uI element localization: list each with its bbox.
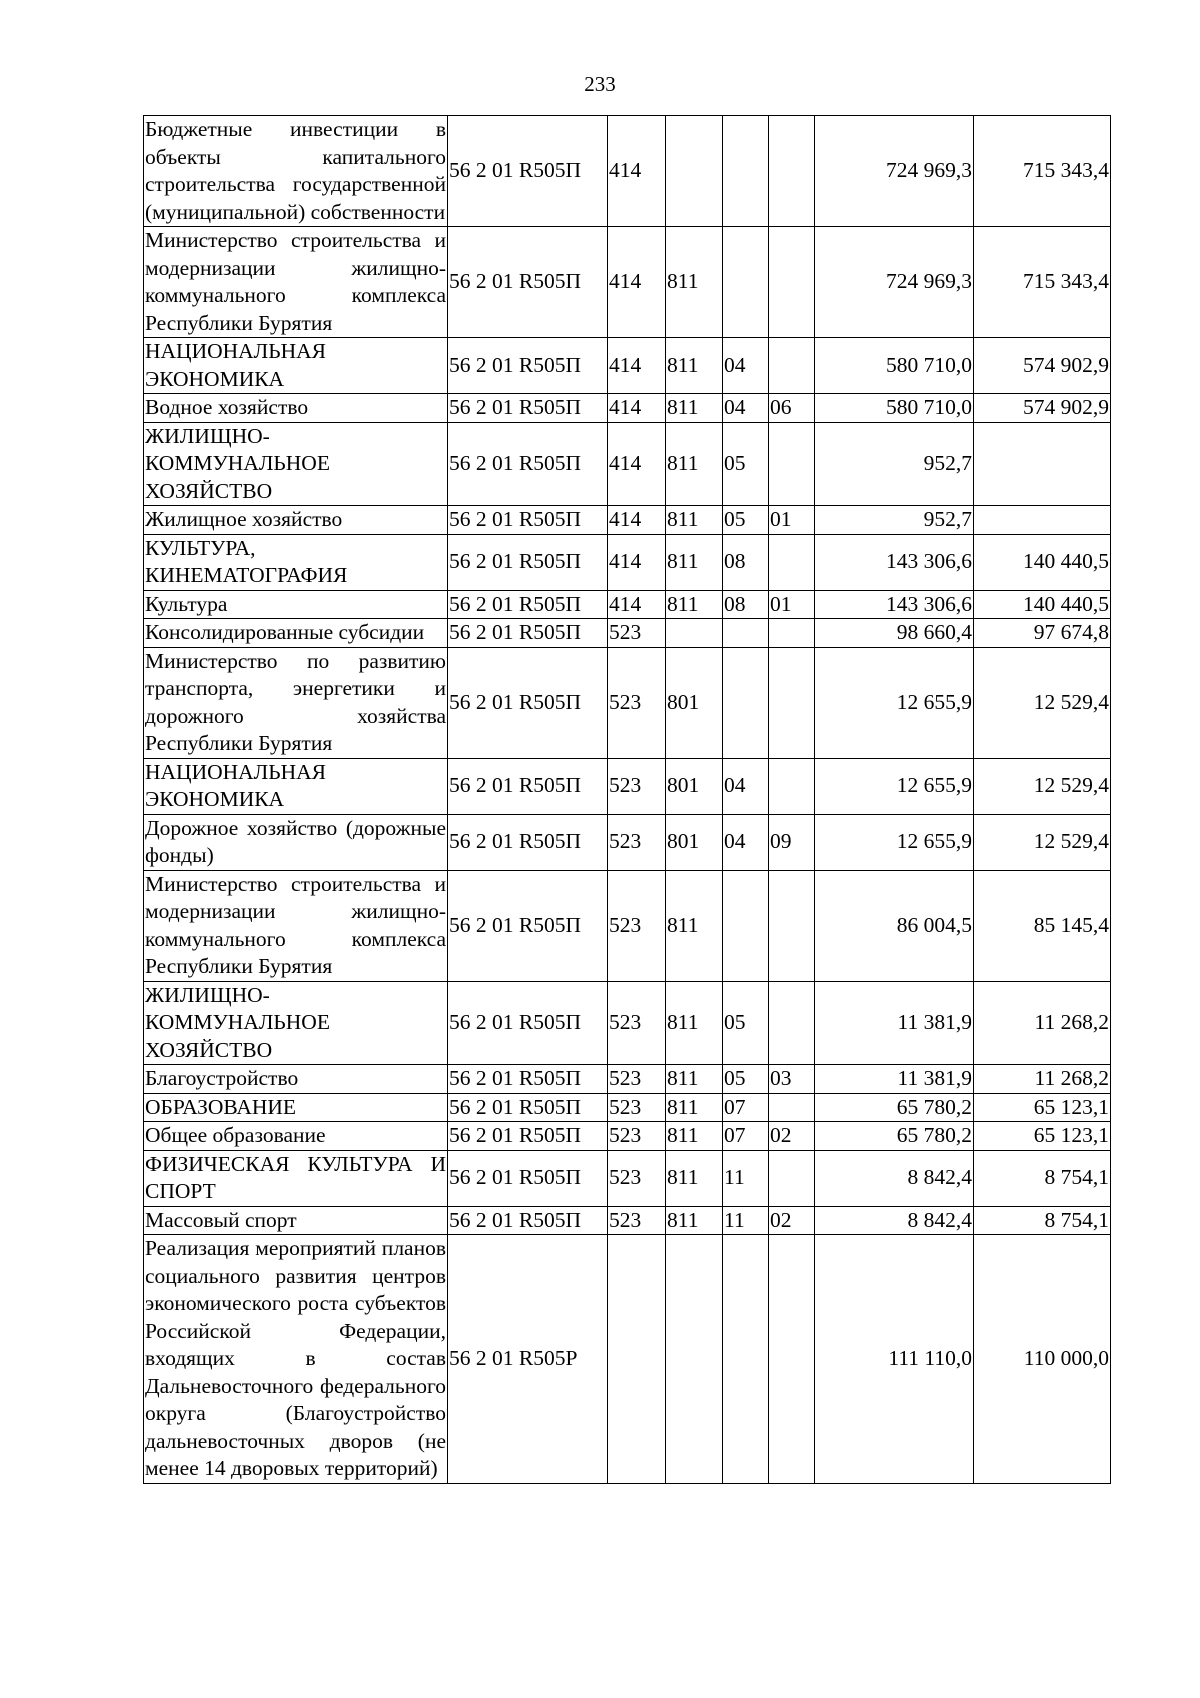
amount-year-2: 715 343,4 [974, 227, 1111, 338]
section-code [723, 116, 769, 227]
ministry-code: 811 [666, 422, 723, 506]
section-code: 05 [723, 422, 769, 506]
target-code: 56 2 01 R505П [448, 1206, 608, 1235]
amount-year-1: 65 780,2 [815, 1122, 974, 1151]
amount-year-1: 724 969,3 [815, 116, 974, 227]
amount-year-2: 140 440,5 [974, 534, 1111, 590]
amount-year-2: 65 123,1 [974, 1093, 1111, 1122]
ministry-code: 811 [666, 1206, 723, 1235]
amount-year-2: 715 343,4 [974, 116, 1111, 227]
section-code: 05 [723, 981, 769, 1065]
expense-type: 414 [608, 338, 666, 394]
ministry-code: 811 [666, 506, 723, 535]
target-code: 56 2 01 R505П [448, 1122, 608, 1151]
amount-year-1: 12 655,9 [815, 758, 974, 814]
subsection-code [769, 1150, 815, 1206]
amount-year-1: 86 004,5 [815, 870, 974, 981]
ministry-code: 811 [666, 394, 723, 423]
amount-year-2: 8 754,1 [974, 1206, 1111, 1235]
subsection-code [769, 758, 815, 814]
amount-year-2: 85 145,4 [974, 870, 1111, 981]
row-name: Бюджетные инвестиции в объекты капитального строительства государственной (муниципальной) собственности [144, 116, 448, 227]
section-code: 04 [723, 814, 769, 870]
amount-year-2: 11 268,2 [974, 981, 1111, 1065]
table-row [144, 590, 1111, 619]
section-code [723, 619, 769, 648]
ministry-code: 811 [666, 1122, 723, 1151]
section-code [723, 1235, 769, 1484]
table-row [144, 1235, 1111, 1484]
expense-type: 414 [608, 422, 666, 506]
amount-year-2 [974, 506, 1111, 535]
expense-type: 414 [608, 116, 666, 227]
target-code: 56 2 01 R505П [448, 394, 608, 423]
amount-year-1: 65 780,2 [815, 1093, 974, 1122]
row-name: Министерство строительства и модернизации жилищно-коммунального комплекса Республики Бурятия [144, 870, 448, 981]
table-row [144, 1150, 1111, 1206]
expense-type: 414 [608, 534, 666, 590]
expense-type: 523 [608, 1065, 666, 1094]
section-code: 05 [723, 1065, 769, 1094]
amount-year-1: 143 306,6 [815, 590, 974, 619]
ministry-code: 811 [666, 590, 723, 619]
section-code: 08 [723, 590, 769, 619]
expense-type: 523 [608, 1206, 666, 1235]
table-row [144, 814, 1111, 870]
target-code: 56 2 01 R505П [448, 758, 608, 814]
row-name: ЖИЛИЩНО-КОММУНАЛЬНОЕ ХОЗЯЙСТВО [144, 422, 448, 506]
subsection-code: 03 [769, 1065, 815, 1094]
subsection-code: 01 [769, 590, 815, 619]
amount-year-2: 65 123,1 [974, 1122, 1111, 1151]
subsection-code [769, 116, 815, 227]
table-row [144, 1122, 1111, 1151]
table-row [144, 506, 1111, 535]
target-code: 56 2 01 R505П [448, 338, 608, 394]
ministry-code: 811 [666, 1150, 723, 1206]
table-row [144, 870, 1111, 981]
expense-type: 523 [608, 1122, 666, 1151]
table-row [144, 394, 1111, 423]
ministry-code: 811 [666, 981, 723, 1065]
target-code: 56 2 01 R505Р [448, 1235, 608, 1484]
table-body [144, 116, 1111, 1484]
expense-type: 414 [608, 590, 666, 619]
expense-type: 414 [608, 394, 666, 423]
expense-type: 523 [608, 647, 666, 758]
target-code: 56 2 01 R505П [448, 814, 608, 870]
section-code [723, 870, 769, 981]
section-code: 04 [723, 338, 769, 394]
target-code: 56 2 01 R505П [448, 619, 608, 648]
ministry-code: 801 [666, 647, 723, 758]
row-name: Министерство по развитию транспорта, энергетики и дорожного хозяйства Республики Бурятия [144, 647, 448, 758]
section-code: 07 [723, 1093, 769, 1122]
row-name: Дорожное хозяйство (дорожные фонды) [144, 814, 448, 870]
amount-year-2: 97 674,8 [974, 619, 1111, 648]
amount-year-2: 12 529,4 [974, 758, 1111, 814]
subsection-code [769, 1093, 815, 1122]
amount-year-1: 11 381,9 [815, 981, 974, 1065]
budget-table [143, 115, 1111, 1484]
section-code [723, 227, 769, 338]
ministry-code [666, 619, 723, 648]
section-code: 05 [723, 506, 769, 535]
subsection-code [769, 227, 815, 338]
target-code: 56 2 01 R505П [448, 422, 608, 506]
amount-year-1: 952,7 [815, 506, 974, 535]
section-code: 11 [723, 1206, 769, 1235]
subsection-code [769, 534, 815, 590]
row-name: Культура [144, 590, 448, 619]
page-number: 233 [584, 72, 616, 96]
expense-type: 414 [608, 506, 666, 535]
table-row [144, 647, 1111, 758]
expense-type: 523 [608, 1093, 666, 1122]
row-name: Благоустройство [144, 1065, 448, 1094]
table-row [144, 116, 1111, 227]
ministry-code [666, 116, 723, 227]
subsection-code [769, 870, 815, 981]
target-code: 56 2 01 R505П [448, 1093, 608, 1122]
target-code: 56 2 01 R505П [448, 116, 608, 227]
amount-year-1: 952,7 [815, 422, 974, 506]
amount-year-1: 111 110,0 [815, 1235, 974, 1484]
amount-year-2: 110 000,0 [974, 1235, 1111, 1484]
row-name: Общее образование [144, 1122, 448, 1151]
subsection-code: 02 [769, 1206, 815, 1235]
target-code: 56 2 01 R505П [448, 590, 608, 619]
subsection-code: 09 [769, 814, 815, 870]
section-code: 11 [723, 1150, 769, 1206]
row-name: НАЦИОНАЛЬНАЯ ЭКОНОМИКА [144, 338, 448, 394]
target-code: 56 2 01 R505П [448, 981, 608, 1065]
subsection-code [769, 338, 815, 394]
table-row [144, 1206, 1111, 1235]
expense-type: 523 [608, 870, 666, 981]
amount-year-1: 580 710,0 [815, 338, 974, 394]
section-code: 04 [723, 394, 769, 423]
amount-year-2: 574 902,9 [974, 338, 1111, 394]
subsection-code [769, 647, 815, 758]
ministry-code: 801 [666, 814, 723, 870]
table-row [144, 227, 1111, 338]
table-row [144, 338, 1111, 394]
amount-year-2: 140 440,5 [974, 590, 1111, 619]
row-name: Реализация мероприятий планов социального развития центров экономического роста субъектов Российской Федерации, входящих в состав Дальневосточного федерального округа (Благоустройство дальневосточных дворов (не менее 14 дворовых территорий) [144, 1235, 448, 1484]
expense-type: 523 [608, 1150, 666, 1206]
subsection-code [769, 422, 815, 506]
amount-year-2: 12 529,4 [974, 647, 1111, 758]
target-code: 56 2 01 R505П [448, 870, 608, 981]
ministry-code: 811 [666, 534, 723, 590]
target-code: 56 2 01 R505П [448, 1150, 608, 1206]
row-name: ФИЗИЧЕСКАЯ КУЛЬТУРА И СПОРТ [144, 1150, 448, 1206]
ministry-code: 811 [666, 1065, 723, 1094]
target-code: 56 2 01 R505П [448, 506, 608, 535]
ministry-code: 801 [666, 758, 723, 814]
amount-year-1: 580 710,0 [815, 394, 974, 423]
table-row [144, 619, 1111, 648]
amount-year-2: 11 268,2 [974, 1065, 1111, 1094]
section-code [723, 647, 769, 758]
amount-year-2: 574 902,9 [974, 394, 1111, 423]
ministry-code: 811 [666, 227, 723, 338]
amount-year-2: 12 529,4 [974, 814, 1111, 870]
amount-year-1: 11 381,9 [815, 1065, 974, 1094]
subsection-code: 02 [769, 1122, 815, 1151]
amount-year-2: 8 754,1 [974, 1150, 1111, 1206]
expense-type: 523 [608, 619, 666, 648]
ministry-code: 811 [666, 870, 723, 981]
amount-year-1: 143 306,6 [815, 534, 974, 590]
row-name: Жилищное хозяйство [144, 506, 448, 535]
row-name: Водное хозяйство [144, 394, 448, 423]
subsection-code [769, 619, 815, 648]
table-row [144, 1065, 1111, 1094]
ministry-code [666, 1235, 723, 1484]
table-row [144, 758, 1111, 814]
amount-year-1: 8 842,4 [815, 1150, 974, 1206]
amount-year-1: 98 660,4 [815, 619, 974, 648]
row-name: НАЦИОНАЛЬНАЯ ЭКОНОМИКА [144, 758, 448, 814]
subsection-code [769, 981, 815, 1065]
row-name: Массовый спорт [144, 1206, 448, 1235]
target-code: 56 2 01 R505П [448, 534, 608, 590]
subsection-code [769, 1235, 815, 1484]
table-row [144, 981, 1111, 1065]
amount-year-2 [974, 422, 1111, 506]
section-code: 07 [723, 1122, 769, 1151]
table-row [144, 1093, 1111, 1122]
row-name: Консолидированные субсидии [144, 619, 448, 648]
expense-type: 523 [608, 758, 666, 814]
expense-type: 523 [608, 814, 666, 870]
target-code: 56 2 01 R505П [448, 647, 608, 758]
table-row [144, 534, 1111, 590]
row-name: КУЛЬТУРА, КИНЕМАТОГРАФИЯ [144, 534, 448, 590]
expense-type [608, 1235, 666, 1484]
amount-year-1: 12 655,9 [815, 814, 974, 870]
row-name: Министерство строительства и модернизации жилищно-коммунального комплекса Республики Бурятия [144, 227, 448, 338]
expense-type: 523 [608, 981, 666, 1065]
expense-type: 414 [608, 227, 666, 338]
ministry-code: 811 [666, 1093, 723, 1122]
table-row [144, 422, 1111, 506]
section-code: 08 [723, 534, 769, 590]
target-code: 56 2 01 R505П [448, 227, 608, 338]
row-name: ЖИЛИЩНО-КОММУНАЛЬНОЕ ХОЗЯЙСТВО [144, 981, 448, 1065]
subsection-code: 06 [769, 394, 815, 423]
amount-year-1: 12 655,9 [815, 647, 974, 758]
subsection-code: 01 [769, 506, 815, 535]
amount-year-1: 8 842,4 [815, 1206, 974, 1235]
section-code: 04 [723, 758, 769, 814]
row-name: ОБРАЗОВАНИЕ [144, 1093, 448, 1122]
target-code: 56 2 01 R505П [448, 1065, 608, 1094]
ministry-code: 811 [666, 338, 723, 394]
amount-year-1: 724 969,3 [815, 227, 974, 338]
